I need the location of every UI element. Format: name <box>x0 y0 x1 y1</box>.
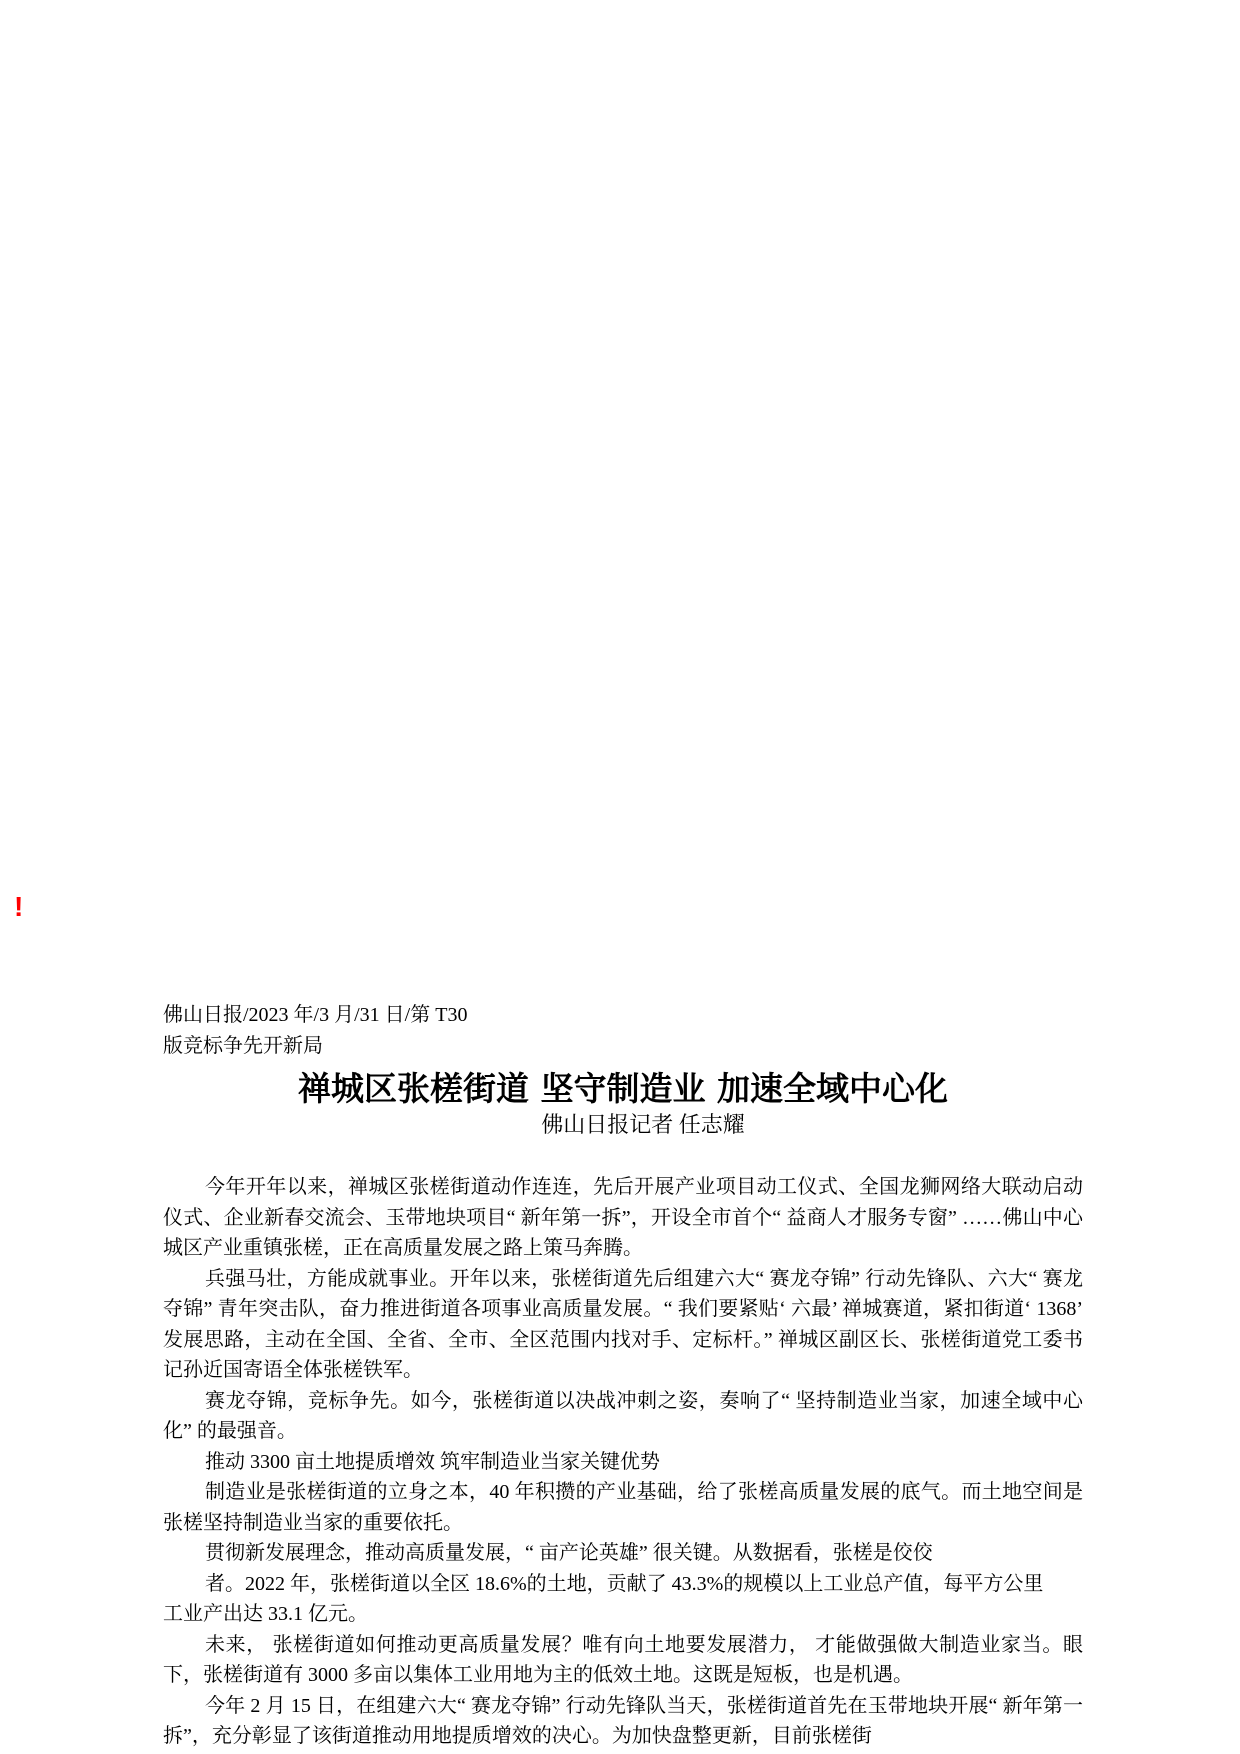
section-subheading: 推动 3300 亩土地提质增效 筑牢制造业当家关键优势 <box>205 1450 660 1473</box>
red-exclamation-mark: ! <box>14 891 24 922</box>
source-line-continued: 版竞标争先开新局 <box>163 1035 323 1057</box>
paragraph: 贯彻新发展理念，推动高质量发展，“ 亩产论英雄” 很关键。从数据看，张槎是佼佼 <box>205 1542 933 1564</box>
article-headline: 禅城区张槎街道 坚守制造业 加速全域中心化 <box>298 1069 948 1108</box>
paragraph-intro: 今年开年以来，禅城区张槎街道动作连连，先后开展产业项目动工仪式、全国龙狮网络大联动启动仪式、企业新春交流会、玉带地块项目“ 新年第一拆”，开设全市首个“ 益商人才服务专窗” ……佛山中心城区产业重镇张槎，正在高质量发展之路上策马奔腾。 <box>163 1176 1083 1259</box>
paragraph-continuation: 工业产出达 33.1 亿元。 <box>163 1603 368 1625</box>
paragraph: 赛龙夺锦，竞标争先。如今，张槎街道以决战冲刺之姿，奏响了“ 坚持制造业当家，加速全域中心化” 的最强音。 <box>163 1389 1083 1442</box>
paragraph: 制造业是张槎街道的立身之本，40 年积攒的产业基础，给了张槎高质量发展的底气。而土地空间是张槎坚持制造业当家的重要依托。 <box>163 1481 1083 1534</box>
article-byline: 佛山日报记者 任志耀 <box>541 1112 745 1137</box>
paragraph: 兵强马壮，方能成就事业。开年以来，张槎街道先后组建六大“ 赛龙夺锦” 行动先锋队、六大“ 赛龙夺锦” 青年突击队，奋力推进街道各项事业高质量发展。“ 我们要紧贴‘ 六最’ 禅城赛道，紧扣街道‘ 1368’ 发展思路，主动在全国、全省、全市、全区范围内找对手、定标杆。” 禅城区副区长、张槎街道党工委书记孙近国寄语全体张槎铁军。 <box>163 1267 1083 1381</box>
source-line: 佛山日报/2023 年/3 月/31 日/第 T30 <box>163 1004 468 1026</box>
paragraph-continuation: 者。2022 年，张槎街道以全区 18.6%的土地，贡献了 43.3%的规模以上工业总产值，每平方公里 <box>205 1572 1044 1595</box>
paragraph: 今年 2 月 15 日，在组建六大“ 赛龙夺锦” 行动先锋队当天，张槎街道首先在玉带地块开展“ 新年第一拆”，充分彰显了该街道推动用地提质增效的决心。为加快盘整更新，目前张槎街 <box>163 1694 1083 1747</box>
article <box>163 1000 1083 1752</box>
paragraph: 未来， 张槎街道如何推动更高质量发展？唯有向土地要发展潜力， 才能做强做大制造业家当。眼下，张槎街道有 3000 多亩以集体工业用地为主的低效土地。这既是短板，也是机遇。 <box>163 1633 1083 1686</box>
